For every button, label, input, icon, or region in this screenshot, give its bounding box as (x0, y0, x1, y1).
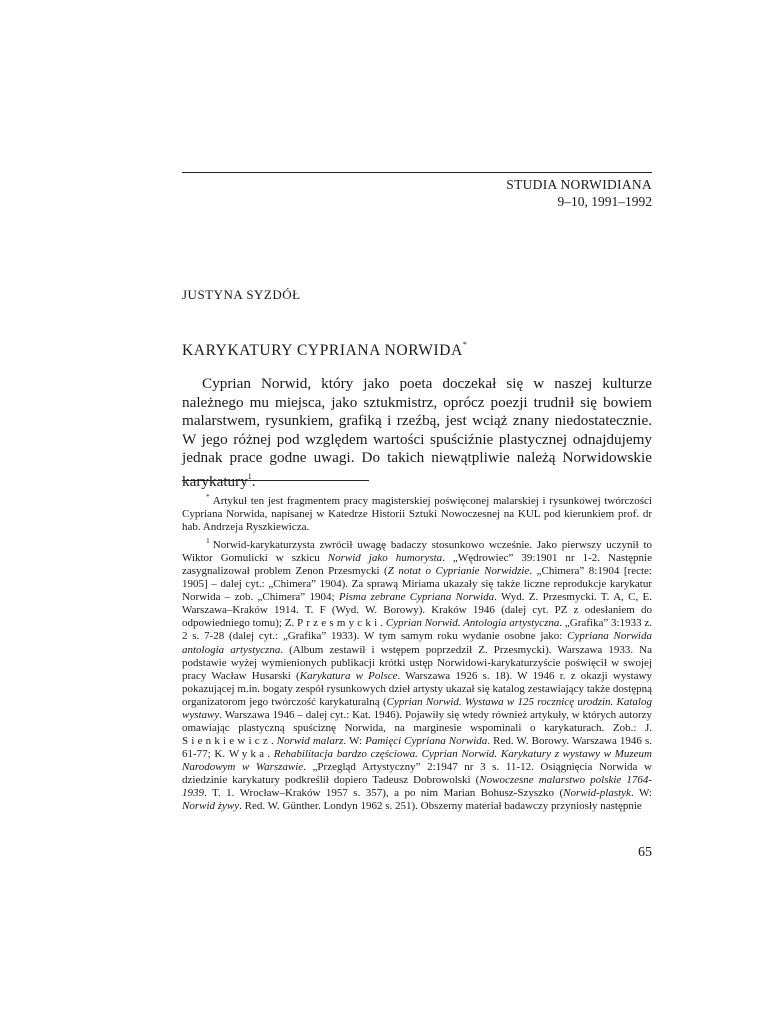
fn1-author-spaced: Wyka (228, 747, 268, 760)
fn1-cited-title: Norwid malarz (276, 734, 344, 747)
title-footnote-mark: * (462, 340, 467, 349)
fn1-text: . (270, 734, 277, 747)
fn1-cited-title: Nowoczesne malarstwo polskie 1764-1939 (182, 773, 652, 800)
body-paragraph (182, 375, 652, 492)
fn1-cited-title: Rehabilitacja bardzo częściowa. Cyprian Norwid. Karykatury z wystawy w Muzeum Narodowym w Warszawie (182, 747, 652, 773)
footnotes (182, 490, 652, 813)
footnote-star-mark: * (206, 492, 210, 501)
fn1-text: . „Grafika” 3:1933 z. 2 s. 7-28 (dalej cyt.: „Grafika” 1933). W tym samym roku wydanie osobne jako: (182, 617, 653, 643)
journal-volume: 9–10, 1991–1992 (557, 194, 652, 209)
fn1-text: . Warszawa 1926 s. 18). W 1946 r. z okazji wystawy pokazującej m.in. bogaty zespół rysunkowych dzieł artysty ukazał się katalog zestawiający także dostępną organizatorom jego twórczość karykaturalną ( (182, 669, 652, 708)
fn1-text: . T. 1. Wrocław–Kraków 1957 s. 357), a po nim Marian Bohusz-Szyszko ( (204, 787, 564, 800)
fn1-text: . „Przegląd Artystyczny” 2:1947 nr 3 s. 11-12. Osiągnięcia Norwida w dziedzinie karykatury podkreślił dopiero Tadeusz Dobrowolski ( (182, 760, 652, 786)
fn1-cited-title: Norwid-plastyk (563, 787, 631, 800)
footnote-1 (182, 534, 652, 813)
journal-header (506, 176, 652, 210)
body-paragraph-text: Cyprian Norwid, który jako poeta doczekał się w naszej kulturze należnego mu miejsca, jako sztukmistrz, oprócz poezji trudnił się bowiem malarstwem, rysunkiem, grafiką i rzeźbą, jest wciąż znany niedostatecznie. W jego różnej pod względem wartości spuściźnie plastycznej odnajdujemy jednak prace godne uwagi. Do takich niewątpliwie należą Norwidowskie karykatury (182, 375, 652, 490)
page-number: 65 (638, 845, 652, 860)
footnote-star (182, 490, 652, 534)
fn1-text: . „Wędrowiec” 39:1901 nr 1-2. Następnie zasygnalizował problem Zenon Przesmycki ( (182, 552, 652, 578)
fn1-cited-title: Pisma zebrane Cypriana Norwida (338, 591, 495, 604)
fn1-cited-title: Cypriana Norwida antologia artystyczna (182, 630, 652, 656)
fn1-text: . Warszawa 1946 – dalej cyt.: Kat. 1946). Pojawiły się wtedy również artykuły, w których autorzy omawiając plastyczną spuściznę Norwida, na marginesie wspominali o karykaturach. Zob.: J. (182, 708, 652, 734)
article-title-block (182, 340, 467, 360)
fn1-text: . Red. W. Borowy. Warszawa 1946 s. 61-77; K. (182, 734, 652, 760)
fn1-cited-title: Karykatura w Polsce (299, 669, 398, 682)
fn1-cited-title: Cyprian Norwid. Antologia artystyczna (385, 617, 560, 630)
fn1-cited-title: Z notat o Cyprianie Norwidzie (387, 565, 530, 578)
fn1-cited-title: Pamięci Cypriana Norwida (365, 734, 488, 747)
journal-page (182, 0, 652, 1024)
body-footnote-mark: 1 (247, 471, 252, 481)
fn1-author-spaced: Sienkiewicz (182, 734, 271, 747)
fn1-author-spaced: Przesmycki (297, 617, 381, 630)
fn1-text: . (267, 747, 274, 760)
fn1-cited-title: Norwid jako humorysta (327, 552, 443, 565)
footnote-star-text: Artykuł ten jest fragmentem pracy magisterskiej poświęconej malarskiej i rysunkowej twórczości Cypriana Norwida, napisanej w Katedrze Historii Sztuki Nowoczesnej na KUL pod kierunkiem prof. dr hab. Andrzeja Ryszkiewicza. (182, 495, 652, 534)
body-paragraph-end: . (251, 472, 256, 490)
fn1-text: . Wyd. Z. Przesmycki. T. A, C, E. Warszawa–Kraków 1914. T. F (Wyd. W. Borowy). Kraków 1946 (dalej cyt. PZ z odesłaniem do odpowiedniego tomu); Z. (182, 591, 652, 630)
fn1-text: . W: (343, 734, 366, 747)
fn1-text: . „Chimera” 8:1904 [recte: 1905] – dalej cyt.: „Chimera” 1904). Za sprawą Miriama ukazały się także liczne reprodukcje karykatur Norwida – zob. „Chimera” 1904; (182, 565, 652, 604)
article-author: JUSTYNA SYZDÓŁ (182, 287, 301, 302)
article-title: KARYKATURY CYPRIANA NORWIDA (182, 342, 463, 359)
footnote-1-mark: 1 (206, 536, 210, 546)
fn1-text: . W: (630, 787, 652, 800)
header-rule (182, 172, 652, 173)
footnote-rule (182, 480, 369, 481)
fn1-text: . (380, 617, 386, 630)
fn1-text: . (Album zestawił i wstępem poprzedził Z. Przesmycki). Warszawa 1933. Na podstawie wyżej wymienionych publikacji krótki ustęp Norwidowi-karykaturzyście poświęcił w swojej pracy Wacław Husarski ( (182, 643, 652, 682)
fn1-text: . Red. W. Günther. Londyn 1962 s. 251). Obszerny materiał badawczy przyniosły następnie (239, 800, 642, 813)
fn1-text: Norwid-karykaturzysta zwrócił uwagę badaczy stosunkowo wcześnie. Jako pierwszy uczynił to Wiktor Gomulicki w szkicu (182, 539, 652, 565)
fn1-cited-title: Cyprian Norwid. Wystawa w 125 rocznicę urodzin. Katalog wystawy (182, 695, 652, 721)
journal-name: STUDIA NORWIDIANA (506, 177, 652, 192)
fn1-cited-title: Norwid żywy (182, 800, 240, 813)
